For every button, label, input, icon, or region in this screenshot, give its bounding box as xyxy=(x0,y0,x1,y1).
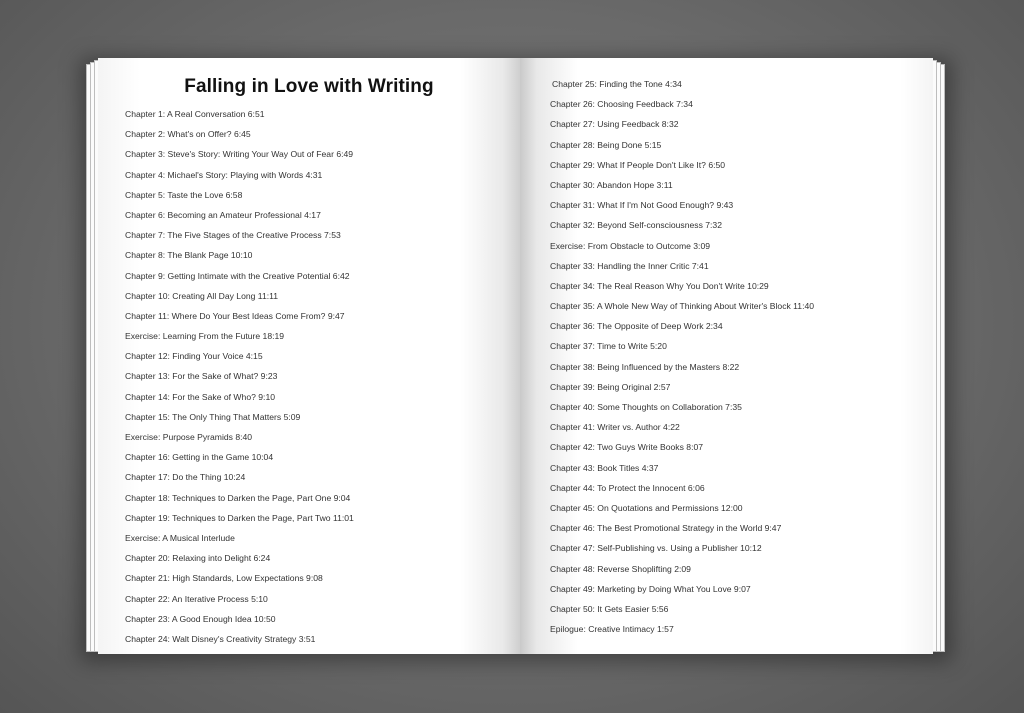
toc-entry: Chapter 4: Michael's Story: Playing with Words 4:31 xyxy=(125,169,323,180)
toc-entry: Chapter 19: Techniques to Darken the Page, Part Two 11:01 xyxy=(125,512,354,523)
toc-entry: Chapter 43: Book Titles 4:37 xyxy=(550,462,659,473)
toc-entry: Chapter 9: Getting Intimate with the Creative Potential 6:42 xyxy=(125,270,350,281)
toc-entry: Chapter 13: For the Sake of What? 9:23 xyxy=(125,371,278,382)
toc-entry: Chapter 27: Using Feedback 8:32 xyxy=(550,119,679,130)
toc-entry: Chapter 41: Writer vs. Author 4:22 xyxy=(550,422,680,433)
toc-entry: Chapter 48: Reverse Shoplifting 2:09 xyxy=(550,563,691,574)
toc-entry: Chapter 45: On Quotations and Permissions 12:00 xyxy=(550,502,743,513)
toc-entry: Chapter 17: Do the Thing 10:24 xyxy=(125,472,246,483)
toc-entry: Chapter 23: A Good Enough Idea 10:50 xyxy=(125,613,276,624)
toc-entry: Chapter 1: A Real Conversation 6:51 xyxy=(125,109,265,119)
toc-entry: Chapter 29: What If People Don't Like It? 6:50 xyxy=(550,159,726,170)
toc-entry: Chapter 25: Finding the Tone 4:34 xyxy=(552,79,682,89)
toc-entry: Chapter 10: Creating All Day Long 11:11 xyxy=(125,290,279,301)
toc-entry: Chapter 6: Becoming an Amateur Professional 4:17 xyxy=(125,209,321,220)
toc-entry: Chapter 34: The Real Reason Why You Don't Write 10:29 xyxy=(550,280,769,291)
toc-entry: Chapter 5: Taste the Love 6:58 xyxy=(125,189,243,200)
toc-entry: Chapter 8: The Blank Page 10:10 xyxy=(125,250,253,261)
toc-entry: Exercise: Purpose Pyramids 8:40 xyxy=(125,432,253,442)
toc-entry: Chapter 42: Two Guys Write Books 8:07 xyxy=(550,442,704,453)
toc-entry: Chapter 28: Being Done 5:15 xyxy=(550,139,662,150)
toc-entry: Chapter 50: It Gets Easier 5:56 xyxy=(550,603,669,614)
toc-entry: Chapter 35: A Whole New Way of Thinking About Writer's Block 11:40 xyxy=(550,301,815,312)
toc-entry: Chapter 21: High Standards, Low Expectations 9:08 xyxy=(125,573,323,584)
toc-list-right xyxy=(550,74,814,639)
toc-entry: Chapter 36: The Opposite of Deep Work 2:34 xyxy=(550,321,723,332)
toc-entry: Chapter 39: Being Original 2:57 xyxy=(550,381,671,392)
toc-entry: Chapter 2: What's on Offer? 6:45 xyxy=(125,129,251,140)
toc-list-left xyxy=(125,104,354,649)
toc-entry: Epilogue: Creative Intimacy 1:57 xyxy=(550,624,674,635)
book-title: Falling in Love with Writing xyxy=(184,76,434,97)
toc-entry: Chapter 3: Steve's Story: Writing Your Way Out of Fear 6:49 xyxy=(125,149,354,160)
toc-entry: Chapter 38: Being Influenced by the Masters 8:22 xyxy=(550,361,740,372)
toc-entry: Chapter 49: Marketing by Doing What You Love 9:07 xyxy=(550,583,751,594)
right-page xyxy=(520,58,933,654)
toc-entry: Chapter 15: The Only Thing That Matters 5:09 xyxy=(125,411,301,422)
toc-entry: Chapter 37: Time to Write 5:20 xyxy=(550,341,667,352)
toc-entry: Chapter 33: Handling the Inner Critic 7:41 xyxy=(550,260,709,271)
toc-entry: Chapter 30: Abandon Hope 3:11 xyxy=(550,179,673,190)
toc-entry: Chapter 40: Some Thoughts on Collaboration 7:35 xyxy=(550,402,742,412)
toc-entry: Chapter 26: Choosing Feedback 7:34 xyxy=(550,99,693,110)
toc-entry: Chapter 24: Walt Disney's Creativity Strategy 3:51 xyxy=(125,633,316,644)
toc-entry: Chapter 44: To Protect the Innocent 6:06 xyxy=(550,482,705,493)
toc-entry: Chapter 32: Beyond Self-consciousness 7:32 xyxy=(550,220,722,231)
left-page xyxy=(98,58,520,654)
toc-entry: Chapter 22: An Iterative Process 5:10 xyxy=(125,593,268,604)
toc-entry: Chapter 31: What If I'm Not Good Enough? 9:43 xyxy=(550,200,734,211)
toc-entry: Chapter 16: Getting in the Game 10:04 xyxy=(125,452,274,463)
toc-entry: Exercise: From Obstacle to Outcome 3:09 xyxy=(550,240,710,251)
toc-entry: Chapter 47: Self-Publishing vs. Using a Publisher 10:12 xyxy=(550,543,762,554)
toc-entry: Exercise: A Musical Interlude xyxy=(125,532,235,543)
toc-entry: Chapter 46: The Best Promotional Strategy in the World 9:47 xyxy=(550,523,782,534)
toc-entry: Chapter 11: Where Do Your Best Ideas Come From? 9:47 xyxy=(125,310,345,321)
toc-entry: Chapter 12: Finding Your Voice 4:15 xyxy=(125,351,263,362)
toc-entry: Chapter 14: For the Sake of Who? 9:10 xyxy=(125,391,276,402)
toc-entry: Chapter 18: Techniques to Darken the Page, Part One 9:04 xyxy=(125,492,351,503)
toc-entry: Chapter 20: Relaxing into Delight 6:24 xyxy=(125,553,271,564)
toc-entry: Exercise: Learning From the Future 18:19 xyxy=(125,331,285,342)
toc-entry: Chapter 7: The Five Stages of the Creative Process 7:53 xyxy=(125,230,341,241)
